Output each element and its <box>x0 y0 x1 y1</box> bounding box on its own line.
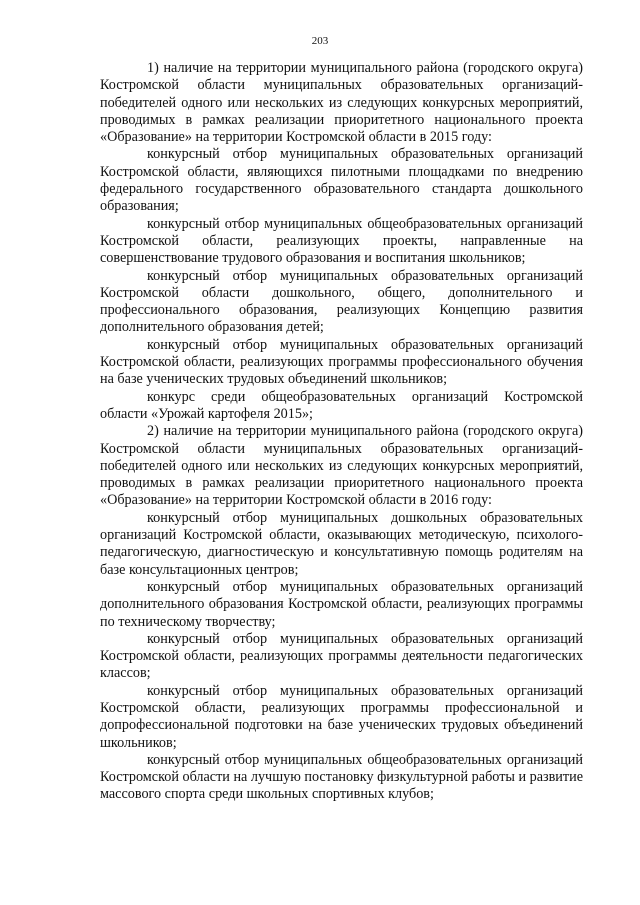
paragraph-bullet: конкурсный отбор муниципальных образовательных организаций Костромской области дошкольного, общего, дополнительного и профессионального образования, реализующих Концепцию развития дополнительного образования детей; <box>100 267 583 336</box>
paragraph-bullet: конкурсный отбор муниципальных образовательных организаций Костромской области, являющихся пилотными площадками по внедрению федерального государственного образовательного стандарта дошкольного образования; <box>100 146 583 215</box>
paragraph-bullet: конкурс среди общеобразовательных организаций Костромской области «Урожай картофеля 2015»; <box>100 388 583 422</box>
paragraph-bullet: конкурсный отбор муниципальных общеобразовательных организаций Костромской области на лучшую постановку физкультурной работы и развитие массового спорта среди школьных спортивных клубов; <box>100 751 583 803</box>
paragraph-item-2: 2) наличие на территории муниципального района (городского округа) Костромской области муниципальных образовательных организаций-победителей одного или нескольких из следующих конкурсных мероприятий, проводимых в рамках реализации приоритетного национального проекта «Образование» на территории Костромской области в 2016 году: <box>100 423 583 509</box>
paragraph-bullet: конкурсный отбор муниципальных образовательных организаций Костромской области, реализующих программы деятельности педагогических классов; <box>100 630 583 682</box>
paragraph-bullet: конкурсный отбор муниципальных образовательных организаций Костромской области, реализующих программы профессионального обучения на базе ученических трудовых объединений школьников; <box>100 336 583 388</box>
document-body <box>100 60 583 804</box>
paragraph-bullet: конкурсный отбор муниципальных образовательных организаций дополнительного образования Костромской области, реализующих программы по техническому творчеству; <box>100 578 583 630</box>
paragraph-item-1: 1) наличие на территории муниципального района (городского округа) Костромской области муниципальных образовательных организаций-победителей одного или нескольких из следующих конкурсных мероприятий, проводимых в рамках реализации приоритетного национального проекта «Образование» на территории Костромской области в 2015 году: <box>100 60 583 146</box>
paragraph-bullet: конкурсный отбор муниципальных образовательных организаций Костромской области, реализующих программы профессиональной и допрофессиональной подготовки на базе ученических трудовых объединений школьников; <box>100 682 583 751</box>
paragraph-bullet: конкурсный отбор муниципальных дошкольных образовательных организаций Костромской области, оказывающих методическую, психолого-педагогическую, диагностическую и консультативную помощь родителям на базе консультационных центров; <box>100 509 583 578</box>
paragraph-bullet: конкурсный отбор муниципальных общеобразовательных организаций Костромской области, реализующих проекты, направленные на совершенствование трудового образования и воспитания школьников; <box>100 215 583 267</box>
page-number: 203 <box>311 35 329 47</box>
